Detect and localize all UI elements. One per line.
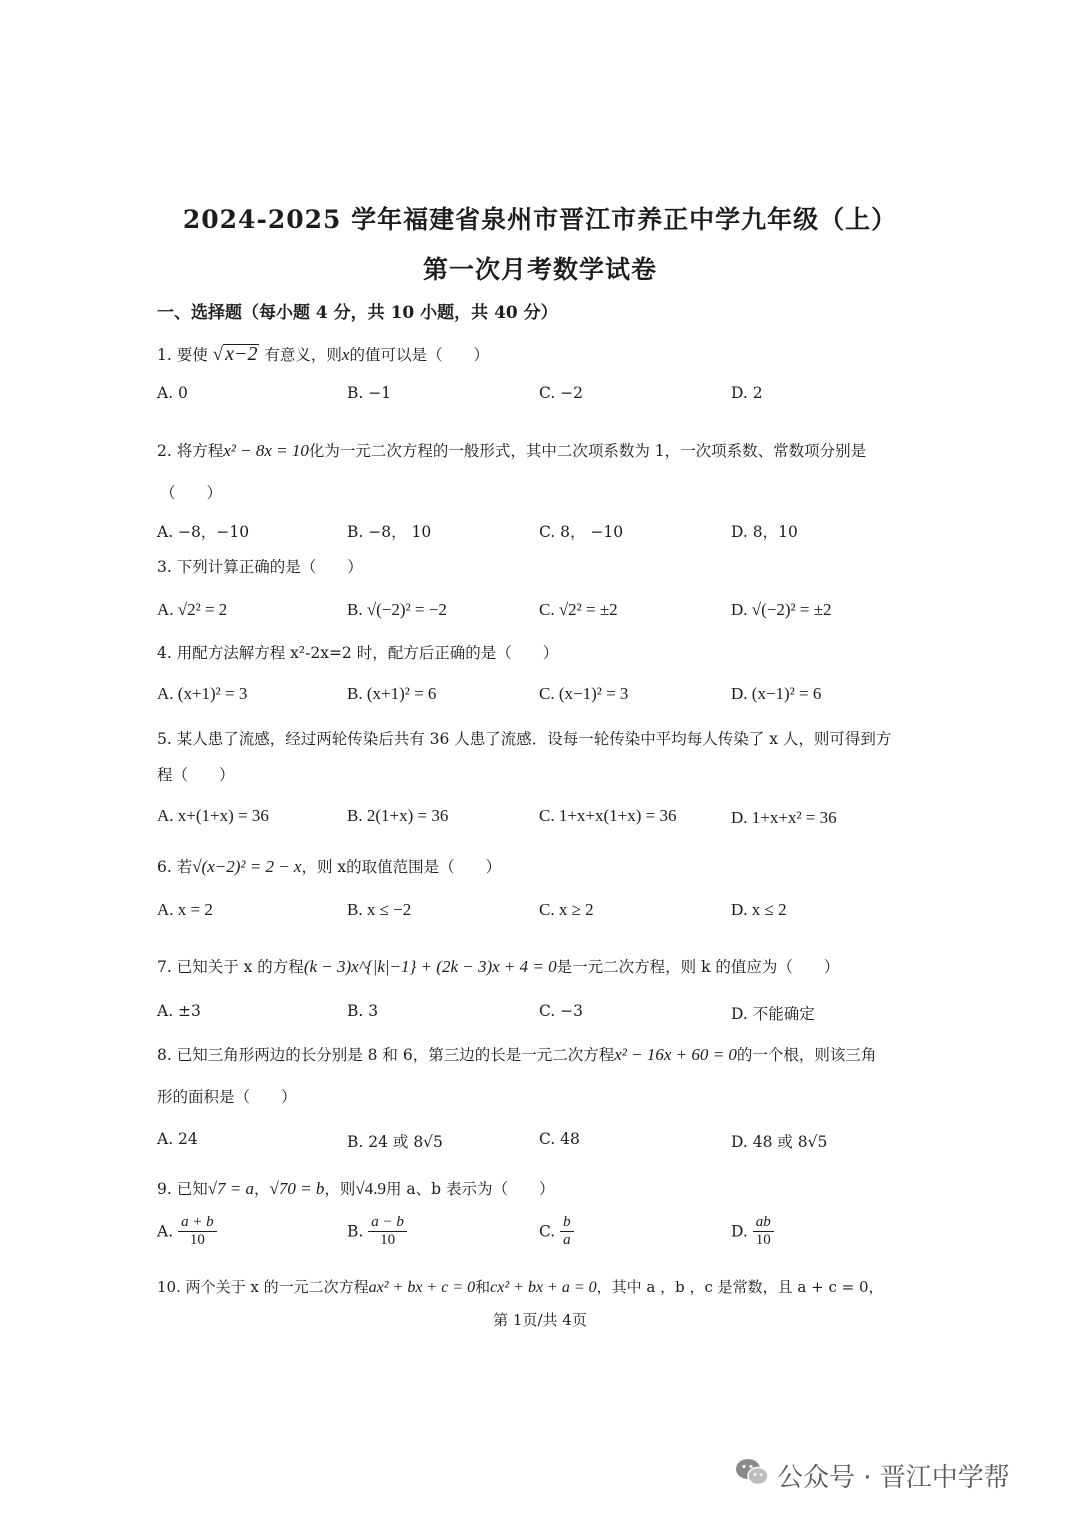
q5-line2: 程（ ） [157,766,235,784]
q10-eq2: cx² + bx + a = 0 [490,1279,597,1296]
q9-option-d-letter: D. [731,1222,748,1241]
q2-answer-bracket: （ ） [160,484,223,502]
q5-option-a: A. x+(1+x) = 36 [157,806,269,825]
q1-text: 有意义，则 [264,346,342,364]
q9-option-d-denominator: 10 [755,1232,771,1248]
q9-option-c-numerator: b [560,1214,574,1232]
q2-option-a: A. −8，−10 [157,523,250,541]
q7-option-b: B. 3 [347,1002,379,1020]
q7-text: 是一元二次方程，则 k 的值应为（ ） [556,958,840,976]
q9-option-c [539,1214,574,1249]
q9-sep: ， [254,1180,270,1198]
q9-option-a-letter: A. [157,1222,174,1241]
question-5: 5. 某人患了流感，经过两轮传染后共有 36 人患了流感．设每一轮传染中平均每人传染了 x 人，则可得到方 [157,730,892,748]
q4-option-c: C. (x−1)² = 3 [539,684,629,703]
q9-option-d [731,1214,774,1249]
q9-eq3: √4.9 [355,1179,386,1198]
question-10 [157,1276,884,1299]
exam-subtitle: 第一次月考数学试卷 [422,255,657,284]
q6-option-a: A. x = 2 [157,900,213,919]
q7-prefix: 7. 已知关于 x 的方程 [157,958,304,976]
q10-and: 和 [475,1278,491,1296]
q1-option-a: A. 0 [157,384,188,402]
q8-option-a: A. 24 [157,1130,198,1148]
q4-option-a: A. (x+1)² = 3 [157,684,248,703]
question-8 [157,1044,876,1066]
q8-text: 8. 已知三角形两边的长分别是 8 和 6，第三边的长是一元二次方程 [157,1046,615,1064]
q1-tail: 的值可以是（ ） [349,346,489,364]
q7-equation: (k − 3)x^{|k|−1} + (2k − 3)x + 4 = 0 [303,957,557,976]
page-footer: 第 1页/共 4页 [493,1311,587,1329]
q6-option-d: D. x ≤ 2 [731,900,787,919]
section-heading: 一、选择题（每小题 4 分，共 10 小题，共 40 分） [157,303,558,323]
q9-option-c-letter: C. [539,1222,556,1241]
q9-text: 用 a、b 表示为（ ） [385,1180,555,1198]
q9-option-a-numerator: a + b [178,1214,217,1232]
q8-text-2: 的一个根，则该三角 [736,1046,877,1064]
q9-option-a-denominator: 10 [189,1232,205,1248]
q3-option-b: B. √(−2)² = −2 [347,600,447,619]
q2-option-c: C. 8， −10 [539,523,624,541]
q1-var: x [341,345,350,364]
q10-prefix: 10. 两个关于 x 的一元二次方程 [157,1278,369,1296]
q5-option-c: C. 1+x+x(1+x) = 36 [539,806,677,825]
q9-prefix: 9. 已知 [157,1180,208,1198]
q4-option-d: D. (x−1)² = 6 [731,684,822,703]
q9-eq2: √70 = b [269,1179,325,1198]
wechat-icon [735,1457,769,1494]
q1-radicand: x−2 [225,343,258,365]
q10-text: ，其中 a ，b ，c 是常数，且 a + c = 0， [596,1278,884,1296]
q6-option-c: C. x ≥ 2 [539,900,594,919]
q5-option-b: B. 2(1+x) = 36 [347,806,449,825]
q3-option-a: A. √2² = 2 [157,600,228,619]
question-7 [157,956,839,978]
q2-prefix: 2. 将方程 [157,442,224,460]
q8-option-c: C. 48 [539,1130,580,1148]
q4-option-b: B. (x+1)² = 6 [347,684,437,703]
q5-option-d: D. 1+x+x² = 36 [731,808,837,827]
q9-option-b-denominator: 10 [380,1232,396,1248]
q6-equation: √(x−2)² = 2 − x [192,857,302,876]
q6-prefix: 6. 若 [157,858,193,876]
q2-option-b: B. −8， 10 [347,523,432,541]
q1-option-c: C. −2 [539,384,584,402]
q7-option-c: C. −3 [539,1002,584,1020]
question-6 [157,856,501,878]
q9-option-c-fraction [560,1214,574,1249]
q9-option-a-fraction [178,1214,217,1249]
q1-option-d: D. 2 [731,384,763,402]
q9-option-d-numerator: ab [753,1214,774,1232]
q9-option-c-denominator: a [563,1232,571,1248]
q6-option-b: B. x ≤ −2 [347,900,412,919]
q2-option-d: D. 8，10 [731,523,798,541]
q6-text: ，则 x的取值范围是（ ） [301,858,502,876]
question-9 [157,1178,555,1200]
q7-option-d: D. 不能确定 [731,1005,815,1023]
question-4: 4. 用配方法解方程 x²-2x=2 时，配方后正确的是（ ） [157,644,559,662]
q8-line2: 形的面积是（ ） [157,1088,297,1106]
q1-option-b: B. −1 [347,384,392,402]
question-1: 1. 要使 √ x−2 有意义，则x的值可以是（ ） [157,343,489,365]
q8-option-d: D. 48 或 8√5 [731,1133,828,1151]
watermark-text: 公众号 · 晋江中学帮 [777,1463,1010,1493]
question-2 [157,440,866,462]
q7-option-a: A. ±3 [157,1002,201,1020]
q3-option-c: C. √2² = ±2 [539,600,618,619]
q3-option-d: D. √(−2)² = ±2 [731,600,832,619]
q9-option-b [347,1214,407,1249]
q10-eq1: ax² + bx + c = 0 [368,1279,476,1296]
watermark [735,1457,1010,1494]
q9-option-b-letter: B. [347,1222,364,1241]
q2-equation: x² − 8x = 10 [223,441,309,460]
q9-eq1: √7 = a [207,1179,255,1198]
question-3: 3. 下列计算正确的是（ ） [157,558,363,576]
q2-text: 化为一元二次方程的一般形式，其中二次项系数为 1，一次项系数、常数项分别是 [308,442,867,460]
q9-option-b-fraction [368,1214,407,1249]
q9-mid: ，则 [324,1180,356,1198]
exam-title: 2024-2025 学年福建省泉州市晋江市养正中学九年级（上） [182,205,898,234]
q9-option-a [157,1214,217,1249]
q9-option-b-numerator: a − b [368,1214,407,1232]
q1-prefix: 1. 要使 [157,346,208,364]
q8-equation: x² − 16x + 60 = 0 [614,1045,737,1064]
q8-option-b: B. 24 或 8√5 [347,1133,443,1151]
q9-option-d-fraction [753,1214,774,1249]
